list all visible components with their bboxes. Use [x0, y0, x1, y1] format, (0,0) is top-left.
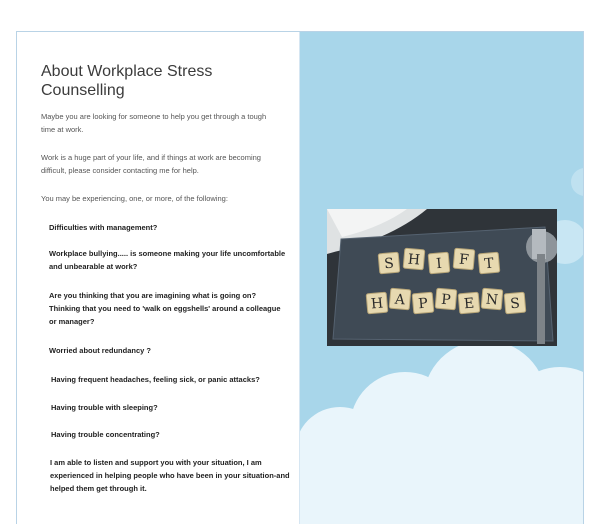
- letter-tile-char: A: [394, 291, 406, 309]
- list-item: Difficulties with management?: [49, 223, 158, 232]
- letter-tile: [458, 292, 480, 314]
- list-item: Having trouble concentrating?: [51, 430, 160, 439]
- letter-tile: [412, 292, 434, 314]
- letter-tile: [504, 292, 526, 314]
- letter-tile: [453, 248, 475, 270]
- intro-paragraph: Maybe you are looking for someone to help you get through a tough time at work.: [41, 112, 267, 134]
- image-panel: [300, 32, 583, 524]
- page-title: About Workplace Stress Counselling: [41, 63, 213, 99]
- letter-tile-char: S: [509, 295, 521, 313]
- letter-tile: [403, 248, 425, 270]
- letter-tile-char: H: [370, 295, 384, 313]
- letter-tile-char: T: [483, 255, 495, 273]
- letter-tile-char: H: [407, 251, 421, 269]
- list-item: Worried about redundancy ?: [49, 346, 151, 355]
- content-frame: [16, 31, 584, 524]
- letter-tile-char: N: [485, 291, 499, 309]
- list-item: Workplace bullying..... is someone making your life uncomfortable and unbearable at work?: [49, 249, 286, 271]
- text-panel: [17, 32, 300, 524]
- letter-tile-char: F: [458, 251, 470, 269]
- shift-happens-photo: [327, 209, 557, 346]
- list-item: Having trouble with sleeping?: [51, 403, 158, 412]
- letter-tile-char: P: [440, 291, 452, 309]
- list-item: Are you thinking that you are imagining what is going on? Thinking that you need to 'walk on eggshells' around a colleague or manager?: [49, 291, 281, 326]
- letter-tile: [389, 288, 411, 310]
- letter-tile-char: S: [383, 255, 395, 273]
- experiencing-paragraph: You may be experiencing, one, or more, of the following:: [41, 194, 228, 203]
- letter-tile-char: P: [417, 295, 429, 313]
- letter-tile: [378, 252, 400, 274]
- closing-paragraph: I am able to listen and support you with your situation, I am experienced in helping people who have been in your situation-and helped them get through it.: [50, 458, 290, 493]
- letter-tile: [481, 288, 503, 310]
- list-item: Having frequent headaches, feeling sick, or panic attacks?: [51, 375, 260, 384]
- letter-tile-char: I: [435, 255, 443, 273]
- letter-tile: [366, 292, 388, 314]
- letter-tile-char: E: [463, 295, 475, 313]
- letter-tile: [435, 288, 457, 310]
- letter-tile: [428, 252, 450, 274]
- letter-tile: [478, 252, 500, 274]
- work-paragraph: Work is a huge part of your life, and if things at work are becoming difficult, please consider contacting me for help.: [41, 153, 261, 175]
